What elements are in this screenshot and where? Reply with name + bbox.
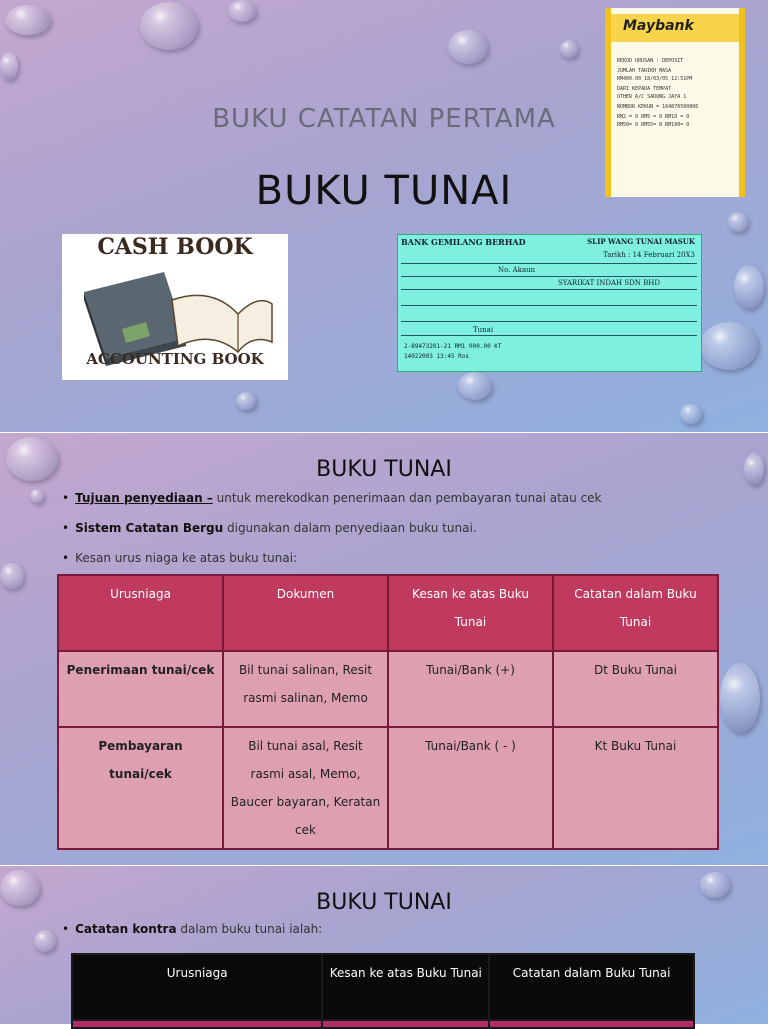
water-drop — [140, 2, 198, 50]
bullet-effect: • Kesan urus niaga ke atas buku tunai: — [62, 551, 298, 565]
receipt-line: JUMLAH TARIKH MASA — [617, 68, 672, 74]
table-cell: Tunai/Bank ( - ) — [389, 728, 552, 848]
water-drop — [458, 372, 492, 400]
column-header: Kesan ke atas Buku Tunai — [323, 955, 488, 1019]
table-header-row — [73, 955, 693, 1019]
receipt-line: NOMBOR KEKUN = 164870500806 — [617, 104, 699, 110]
bullet-text: dalam buku tunai ialah: — [176, 922, 323, 936]
bullet-text: Kesan urus niaga ke atas buku tunai: — [75, 551, 298, 565]
slide-title: BUKU TUNAI — [316, 457, 452, 482]
deposit-slip-image — [397, 234, 702, 372]
table-cell — [490, 1021, 693, 1027]
cash-book-label: CASH BOOK — [97, 234, 253, 260]
slip-cash-label: Tunai — [473, 326, 494, 334]
accounting-book-label: ACCOUNTING BOOK — [86, 350, 264, 368]
water-drop — [0, 52, 18, 80]
slide-title: BUKU TUNAI — [255, 168, 513, 214]
water-drop — [448, 30, 488, 64]
maybank-receipt-image — [605, 8, 745, 197]
bullet-purpose: • Tujuan penyediaan – untuk merekodkan penerimaan dan pembayaran tunai atau cek — [62, 491, 602, 505]
table-cell: Bil tunai salinan, Resit rasmi salinan, Memo — [224, 652, 387, 726]
table-row — [59, 728, 717, 848]
slide-subtitle: BUKU CATATAN PERTAMA — [212, 104, 556, 134]
slip-stamp-line-1: 2-89473201-21 RM1 000.00 KT — [404, 343, 502, 350]
receipt-line: DARI KEPADA TEMPAT — [617, 86, 672, 92]
slip-bank-name: BANK GEMILANG BERHAD — [401, 237, 526, 247]
water-drop — [560, 40, 578, 58]
water-drop — [734, 265, 764, 309]
slip-account-holder: SYARIKAT INDAH SDN BHD — [558, 279, 660, 287]
bullet-bold: Catatan kontra — [75, 922, 177, 936]
receipt-line: RM2 = 0 RM5 = 0 RM10 = 0 — [617, 114, 690, 120]
bullet-bold: Tujuan penyediaan – — [75, 491, 213, 505]
water-drop — [680, 404, 702, 424]
receipt-line: RM400.00 18/03/05 12:51PM — [617, 76, 693, 82]
bullet-text: untuk merekodkan penerimaan dan pembayaran tunai atau cek — [212, 491, 602, 505]
water-drop — [228, 0, 256, 22]
column-header: Urusniaga — [73, 955, 321, 1019]
water-drop — [5, 5, 51, 35]
cash-book-illustration — [62, 234, 288, 380]
water-drop — [0, 563, 24, 589]
column-header: Urusniaga — [59, 576, 222, 650]
water-drop — [728, 212, 748, 232]
water-drop — [34, 930, 56, 952]
table-cell: Kt Buku Tunai — [554, 728, 717, 848]
bullet-system: • Sistem Catatan Bergu digunakan dalam penyediaan buku tunai. — [62, 521, 477, 535]
slide-title: BUKU TUNAI — [316, 890, 452, 915]
table-cell: Dt Buku Tunai — [554, 652, 717, 726]
table-cell: Penerimaan tunai/cek — [59, 652, 222, 726]
water-drop — [720, 663, 760, 733]
water-drop — [30, 489, 44, 503]
transaction-table — [57, 574, 719, 850]
column-header: Kesan ke atas Buku Tunai — [389, 576, 552, 650]
slip-date: Tarikh : 14 Februari 20X3 — [603, 251, 695, 259]
receipt-line: REKOD URUSAN : DEPOSIT — [617, 58, 684, 64]
slip-account-label: No. Akaun — [498, 266, 536, 274]
bullet-text: digunakan dalam penyediaan buku tunai. — [223, 521, 477, 535]
receipt-line: RM50= 0 RM55= 8 RM100= 0 — [617, 122, 690, 128]
slip-name: SLIP WANG TUNAI MASUK — [587, 237, 695, 246]
table-row — [59, 652, 717, 726]
slide-1 — [0, 0, 768, 432]
water-drop — [236, 392, 256, 410]
column-header: Dokumen — [224, 576, 387, 650]
table-cell: Pembayaran tunai/cek — [59, 728, 222, 848]
maybank-logo: Maybank — [623, 18, 694, 34]
bullet-contra: • Catatan kontra dalam buku tunai ialah: — [62, 922, 323, 936]
slip-stamp-line-2: 14022003 13:45 Ros — [404, 353, 470, 360]
bullet-bold: Sistem Catatan Bergu — [75, 521, 224, 535]
table-header-row — [59, 576, 717, 650]
table-row — [73, 1021, 693, 1027]
table-cell — [323, 1021, 488, 1027]
water-drop — [700, 322, 758, 370]
receipt-line: OTHER A/C SADONG JAYA 1 — [617, 94, 687, 100]
table-cell — [73, 1021, 321, 1027]
column-header: Catatan dalam Buku Tunai — [490, 955, 693, 1019]
table-cell: Bil tunai asal, Resit rasmi asal, Memo, Baucer bayaran, Keratan cek — [224, 728, 387, 848]
contra-table — [71, 953, 695, 1029]
table-cell: Tunai/Bank (+) — [389, 652, 552, 726]
column-header: Catatan dalam Buku Tunai — [554, 576, 717, 650]
